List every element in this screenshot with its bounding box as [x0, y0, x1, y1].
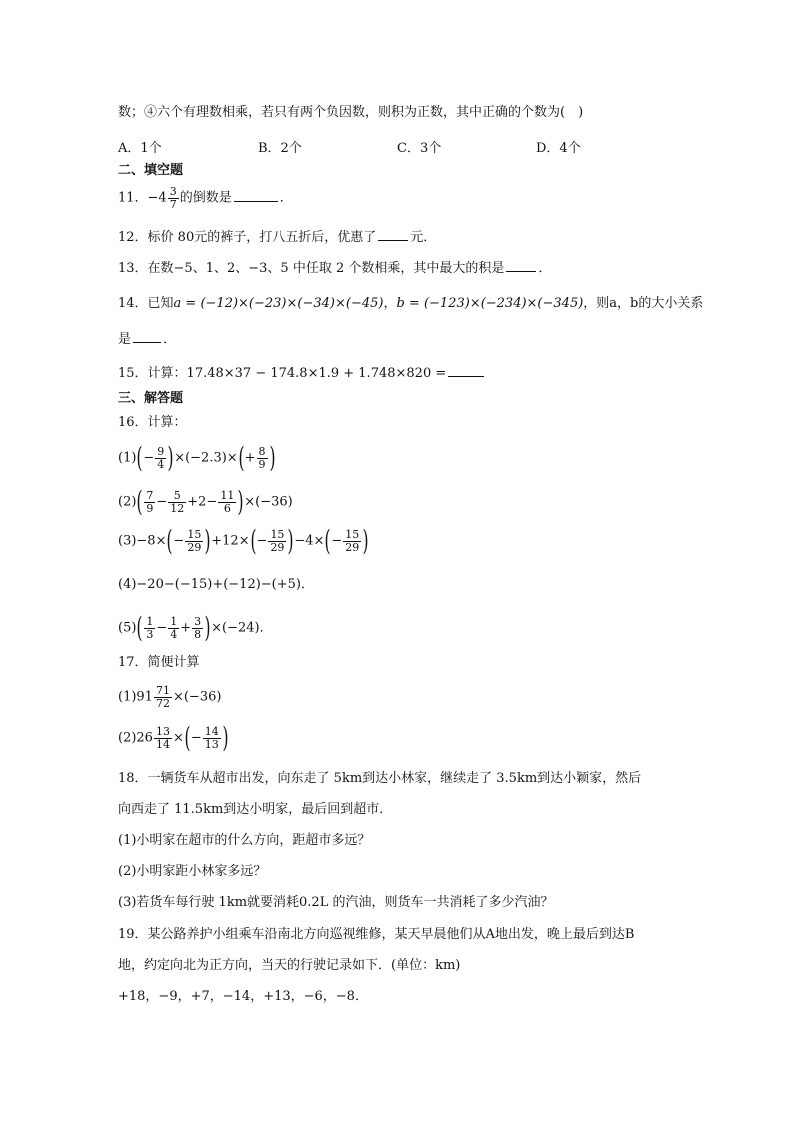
- q11-pre: 11．−4: [118, 190, 167, 206]
- q19-line1: 19．某公路养护小组乘车沿南北方向巡视维修，某天早晨他们从A地出发，晚上最后到达B: [118, 927, 635, 942]
- q12: 12．标价 80元的裤子，打八五折后，优惠了 元．: [118, 230, 437, 245]
- q11-fraction: $\frac{3}{7}$: [169, 185, 177, 211]
- q16-part1: (1)(− $\frac{9}{4}$ )×(−2.3)×(+ $\frac{8}{9}$ ): [118, 441, 276, 474]
- q10-option-d: D．4个: [536, 141, 581, 156]
- section-heading-solve: 三、解答题: [118, 391, 184, 406]
- q16-part3: (3)−8×(− $\frac{15}{29}$ )+12×(− $\frac{15}{29}$ )−4×(− $\frac{15}{29}$ ): [118, 524, 369, 557]
- q18-line1: 18．一辆货车从超市出发，向东走了 5km到达小林家，继续走了 3.5km到达小颖家，然后: [118, 771, 642, 786]
- q10-option-a: A．1个: [118, 141, 162, 156]
- q14-b-expression: b = (−123)×(−234)×(−345): [396, 296, 584, 311]
- q14-answer-blank: [133, 341, 161, 343]
- q14-line2: 是 ．: [118, 332, 177, 347]
- q19-line2: 地，约定向北为正方向，当天的行驶记录如下．(单位：km): [118, 958, 461, 973]
- q15: 15．计算：17.48×37 − 174.8×1.9 + 1.748×820 =: [118, 367, 486, 380]
- q17-part2: (2)26 $\frac{13}{14}$ ×(− $\frac{14}{13}$ ): [118, 721, 229, 754]
- q12-answer-blank: [378, 239, 408, 241]
- q18-part1: (1)小明家在超市的什么方向，距超市多远？: [118, 833, 371, 848]
- q15-answer-blank: [448, 375, 484, 377]
- q14: 14．已知a = (−12)×(−23)×(−34)×(−45)，b = (−123)×(−234)×(−345)，则a，b的大小关系: [118, 296, 704, 311]
- q16-title: 16．计算：: [118, 415, 187, 430]
- q13-answer-blank: [506, 270, 536, 272]
- q16-part5: (5)( $\frac{1}{3}$ − $\frac{1}{4}$ + $\frac{3}{8}$ )×(−24)．: [118, 611, 273, 644]
- q16-part2: (2)( $\frac{7}{9}$ − $\frac{5}{12}$ +2− $\frac{11}{6}$ )×(−36): [118, 485, 293, 518]
- q11-answer-blank: [234, 200, 278, 202]
- q10-option-c: C．3个: [397, 141, 442, 156]
- q18-part2: (2)小明家距小林家多远？: [118, 864, 267, 879]
- q11-post: 的倒数是: [179, 190, 232, 206]
- q17-title: 17．简便计算: [118, 655, 200, 670]
- q10-text: 数；④六个有理数相乘，若只有两个负因数，则积为正数，其中正确的个数为( ): [118, 105, 584, 120]
- q19-records: +18，−9，+7，−14，+13，−6，−8．: [118, 989, 368, 1004]
- q13: 13．在数−5、1、2、−3、5 中任取 2 个数相乘，其中最大的积是 ．: [118, 261, 552, 276]
- section-heading-fill-blank: 二、填空题: [118, 163, 184, 178]
- q18-part3: (3)若货车每行驶 1km就要消耗0.2L 的汽油，则货车一共消耗了多少汽油？: [118, 895, 554, 910]
- q17-part1: (1)91 $\frac{71}{72}$ ×(−36): [118, 684, 222, 710]
- q18-line2: 向西走了 11.5km到达小明家，最后回到超市．: [118, 802, 393, 817]
- q14-a-expression: a = (−12)×(−23)×(−34)×(−45): [173, 296, 384, 311]
- q11: 11．−4 $\frac{3}{7}$ 的倒数是 ．: [118, 185, 293, 211]
- q16-part4: (4)−20−(−15)+(−12)−(+5)．: [118, 577, 314, 592]
- q10-option-b: B．2个: [258, 141, 302, 156]
